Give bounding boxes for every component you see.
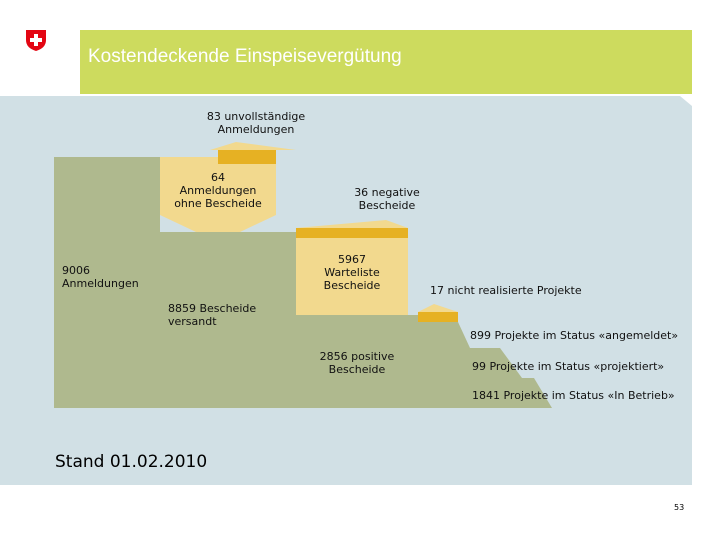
page-number: 53 xyxy=(674,503,685,512)
bar-unvollstaendig xyxy=(218,150,276,164)
stand-date: Stand 01.02.2010 xyxy=(55,452,208,472)
label-versandt: 8859 Bescheide versandt xyxy=(168,302,257,328)
label-angemeldet: 899 Projekte im Status «angemeldet» xyxy=(470,329,679,342)
label-in-betrieb: 1841 Projekte im Status «In Betrieb» xyxy=(472,389,675,402)
bar-nicht-realisiert xyxy=(418,312,458,322)
label-negative: 36 negative Bescheide xyxy=(354,186,420,212)
label-positive: 2856 positive Bescheide xyxy=(319,350,395,376)
label-unvollstaendig: 83 unvollständige Anmeldungen xyxy=(206,110,306,136)
label-anmeldungen-total: 9006 Anmeldungen xyxy=(62,264,139,290)
label-projektiert: 99 Projekte im Status «projektiert» xyxy=(472,360,665,373)
bar-negative xyxy=(296,228,408,238)
page-title: Kostendeckende Einspeisevergütung xyxy=(88,46,402,67)
label-ohne-bescheide: 64 Anmeldungen ohne Bescheide xyxy=(174,171,262,210)
label-nicht-realisiert: 17 nicht realisierte Projekte xyxy=(430,284,582,297)
label-warteliste: 5967 Warteliste Bescheide xyxy=(323,253,381,292)
